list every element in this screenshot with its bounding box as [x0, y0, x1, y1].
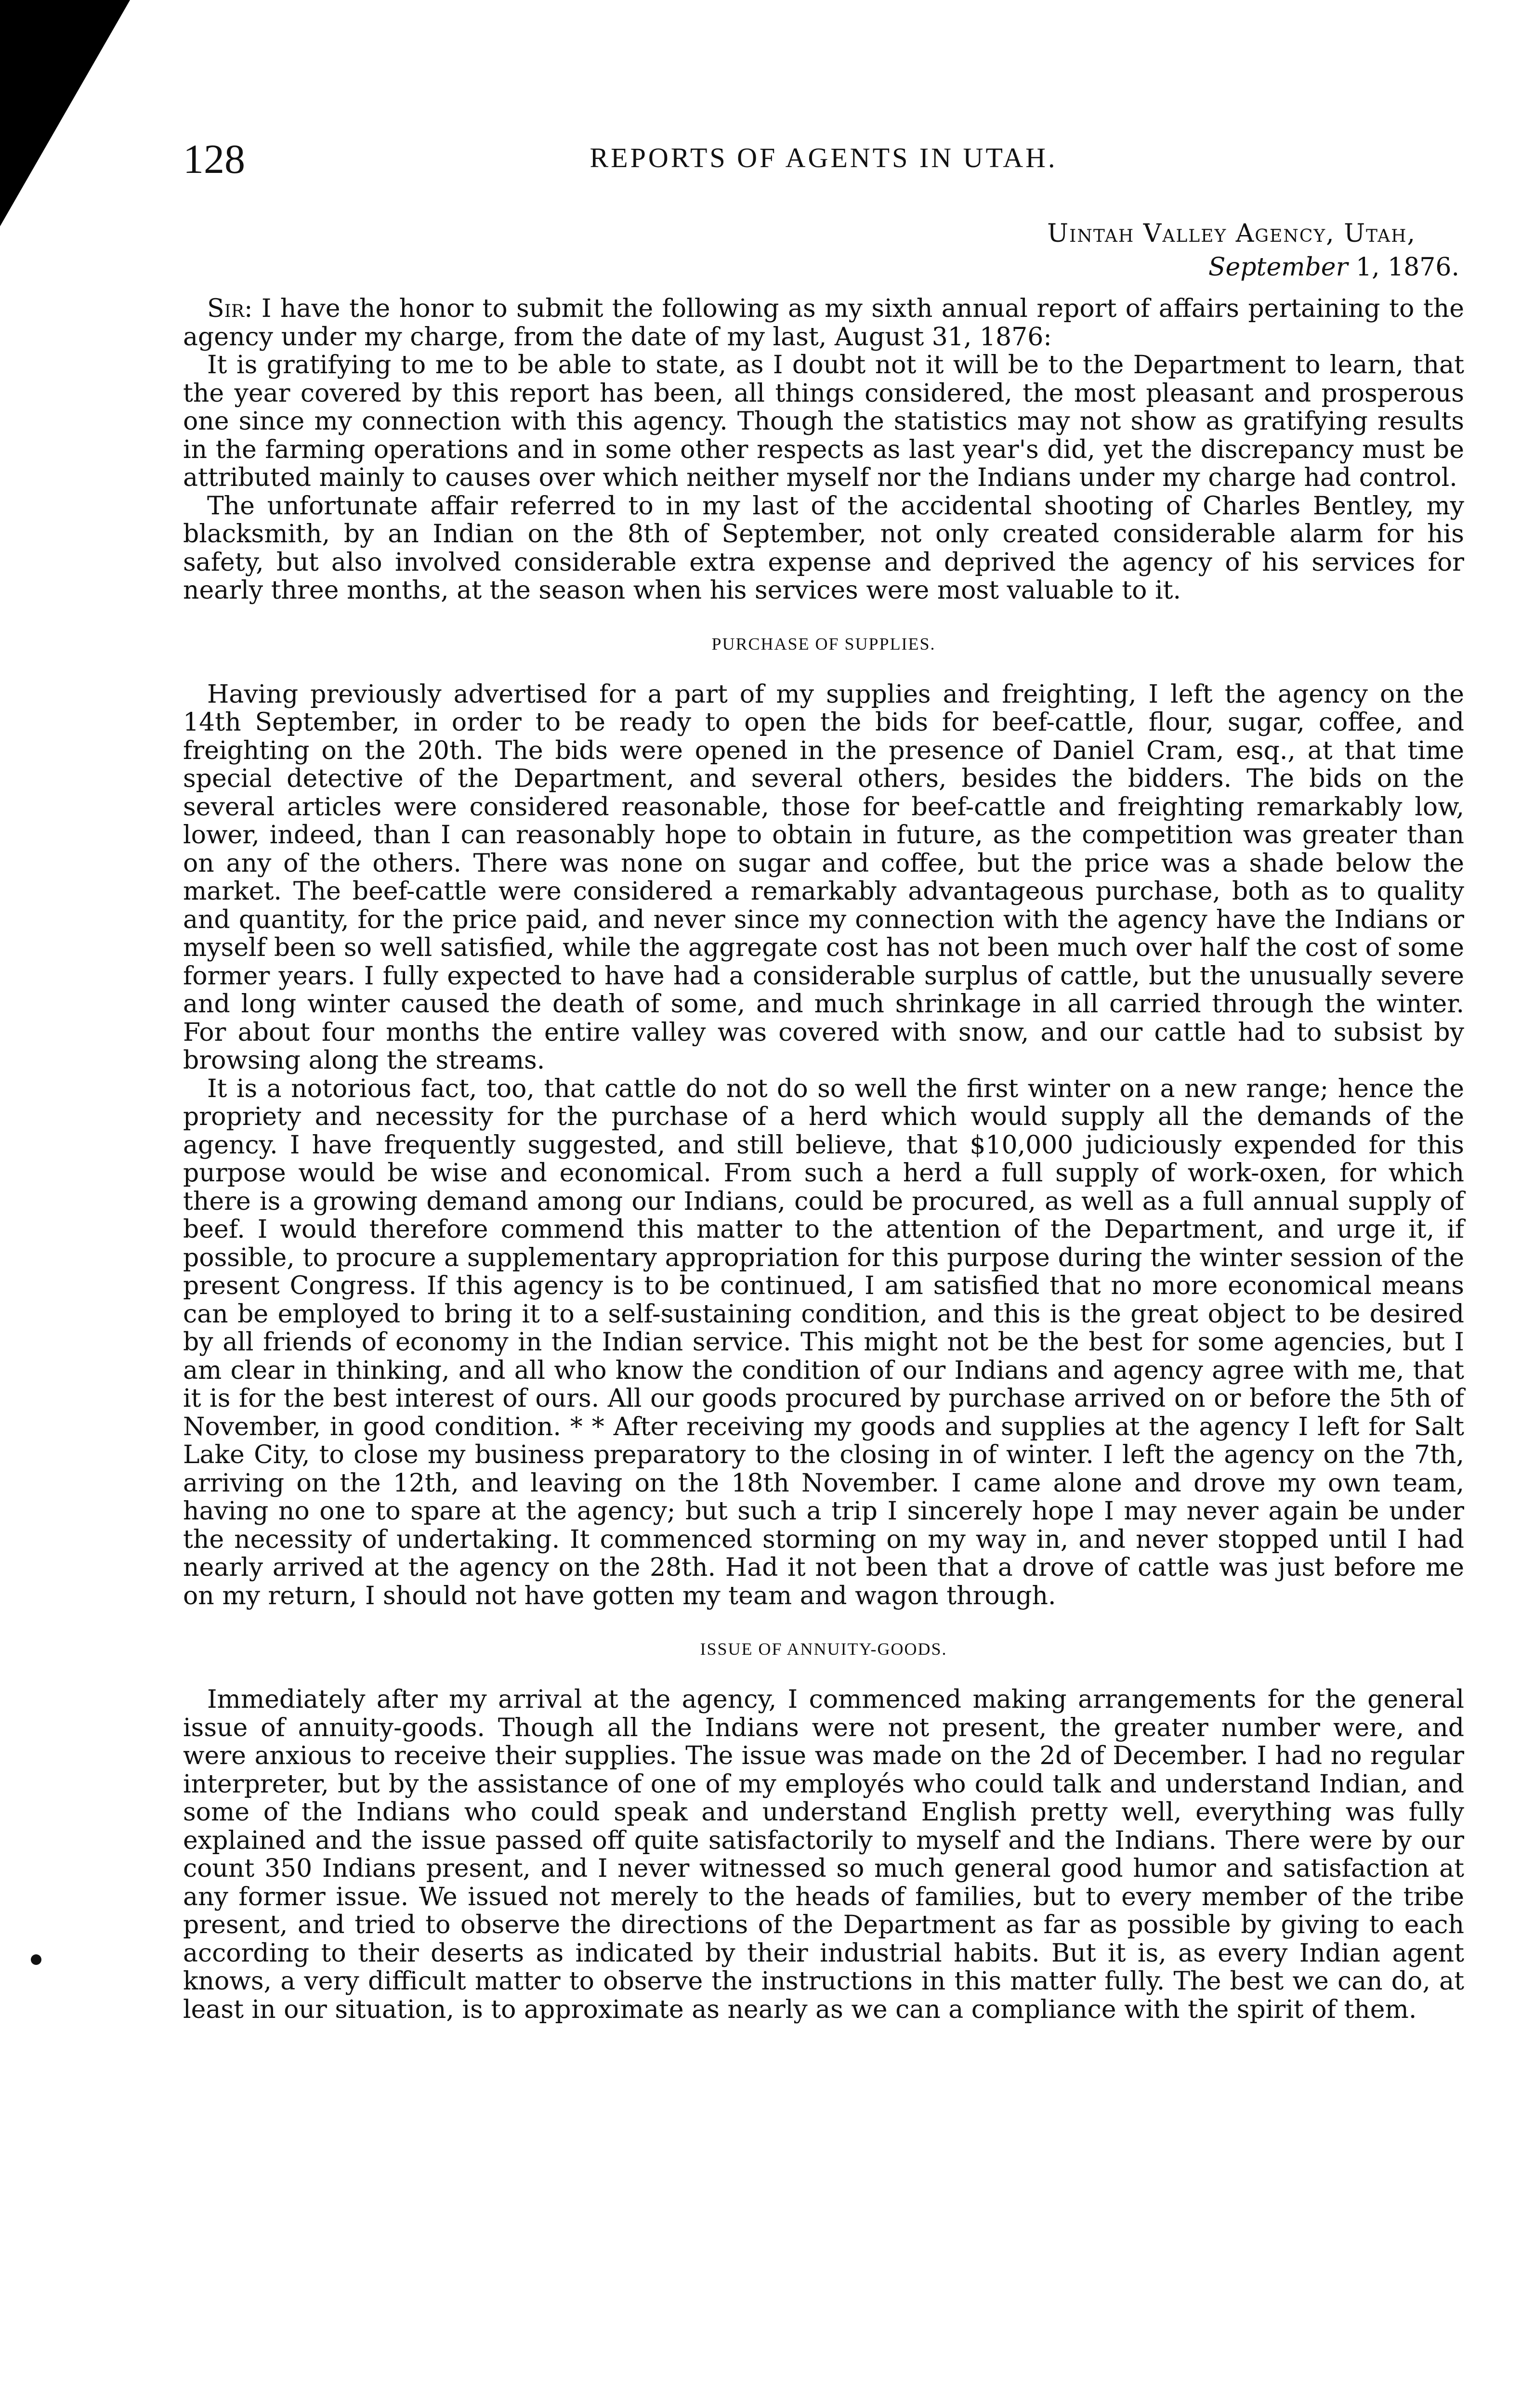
- running-head: REPORTS OF AGENTS IN UTAH.: [590, 142, 1058, 173]
- margin-dot: [31, 1954, 41, 1965]
- paragraph-intro-text: I have the honor to submit the following as my sixth annual report of affairs pertaining to the agency under my charge, from the date of my last, August 31, 1876:: [183, 294, 1464, 352]
- dateline-agency: Uintah Valley Agency, Utah,: [1047, 219, 1416, 248]
- page-header: [183, 135, 1464, 193]
- heading-issue-of-annuity-goods: ISSUE OF ANNUITY-GOODS.: [700, 1639, 947, 1659]
- paragraph-purchase-2: It is a notorious fact, too, that cattle do not do so well the first winter on a new range; hence the propriety and necessity for the purchase of a herd which would supply all the demands of the agency. I have frequently suggested, and still believe, that $10,000 judiciously expended for this purpose would be wise and economical. From such a herd a full supply of work-oxen, for which there is a growing demand among our Indians, could be procured, as well as a full annual supply of beef. I would therefore commend this matter to the attention of the Department, and urge it, if possible, to procure a supplementary appropriation for this purpose during the winter session of the present Congress. If this agency is to be continued, I am satisfied that no more economical means can be employed to bring it to a self-sustaining condition, and this is the great object to be desired by all friends of economy in the Indian service. This might not be the best for some agencies, but I am clear in thinking, and all who know the condition of our Indians and agency agree with me, that it is for the best interest of ours. All our goods procured by purchase arrived on or before the 5th of November, in good condition. * * After receiving my goods and supplies at the agency I left for Salt Lake City, to close my business preparatory to the closing in of winter. I left the agency on the 7th, arriving on the 12th, and leaving on the 18th November. I came alone and drove my own team, having no one to spare at the agency; but such a trip I sincerely hope I may never again be under the necessity of undertaking. It commenced storming on my way in, and never stopped until I had nearly arrived at the agency on the 28th. Had it not been that a drove of cattle was just before me on my return, I should not have gotten my team and wagon through.: [183, 1074, 1464, 1610]
- dateline: [183, 217, 1464, 284]
- paragraph-intro: [183, 295, 1464, 351]
- dateline-date: [183, 250, 1459, 284]
- paragraph-bentley: The unfortunate affair referred to in my last of the accidental shooting of Charles Bentley, my blacksmith, by an Indian on the 8th of September, not only created considerable alarm for his safety, but also involved considerable extra expense and deprived the agency of his services for nearly three months, at the season when his services were most valuable to it.: [183, 491, 1464, 605]
- scan-corner-shadow: [0, 0, 130, 226]
- paragraph-purchase-1: Having previously advertised for a part of my supplies and freighting, I left the agency on the 14th September, in order to be ready to open the bids for beef-cattle, flour, sugar, coffee, and freighting on the 20th. The bids were opened in the presence of Daniel Cram, esq., at that time special detective of the Department, and several others, besides the bidders. The bids on the several articles were considered reasonable, those for beef-cattle and freighting remarkably low, lower, indeed, than I can reasonably hope to obtain in future, as the competition was greater than on any of the others. There was none on sugar and coffee, but the price was a shade below the market. The beef-cattle were considered a remarkably advantageous purchase, both as to quality and quantity, for the price paid, and never since my connection with the agency have the Indians or myself been so well satisfied, while the aggregate cost has not been much over half the cost of some former years. I fully expected to have had a considerable surplus of cattle, but the unusually severe and long winter caused the death of some, and much shrinkage in all carried through the winter. For about four months the entire valley was covered with snow, and our cattle had to subsist by browsing along the streams.: [183, 680, 1464, 1075]
- paragraph-gratifying: It is gratifying to me to be able to state, as I doubt not it will be to the Department to learn, that the year covered by this report has been, all things considered, the most pleasant and prosperous one since my connection with this agency. Though the statistics may not show as gratifying results in the farming operations and in some other respects as last year's did, yet the discrepancy must be attributed mainly to causes over which neither myself nor the Indians under my charge had control.: [183, 351, 1464, 492]
- paragraph-issue-1: Immediately after my arrival at the agency, I commenced making arrangements for the general issue of annuity-goods. Though all the Indians were not present, the greater number were, and were anxious to receive their supplies. The issue was made on the 2d of December. I had no regular interpreter, but by the assistance of one of my employés who could talk and understand Indian, and some of the Indians who could speak and understand English pretty well, everything was fully explained and the issue passed off quite satisfactorily to myself and the Indians. There were by our count 350 Indians present, and I never witnessed so much general good humor and satisfaction at any former issue. We issued not merely to the heads of families, but to every member of the tribe present, and tried to observe the directions of the Department as far as possible by giving to each according to their deserts as indicated by their industrial habits. But it is, as every Indian agent knows, a very difficult matter to observe the instructions in this matter fully. The best we can do, at least in our situation, is to approximate as nearly as we can a compliance with the spirit of them.: [183, 1685, 1464, 2024]
- salutation: Sir:: [207, 294, 253, 323]
- page-number: 128: [183, 136, 245, 182]
- dateline-month: September: [1208, 253, 1348, 282]
- heading-purchase-of-supplies: PURCHASE OF SUPPLIES.: [711, 634, 936, 654]
- document-page: [183, 135, 1464, 2024]
- dateline-day-year: 1, 1876.: [1355, 253, 1459, 282]
